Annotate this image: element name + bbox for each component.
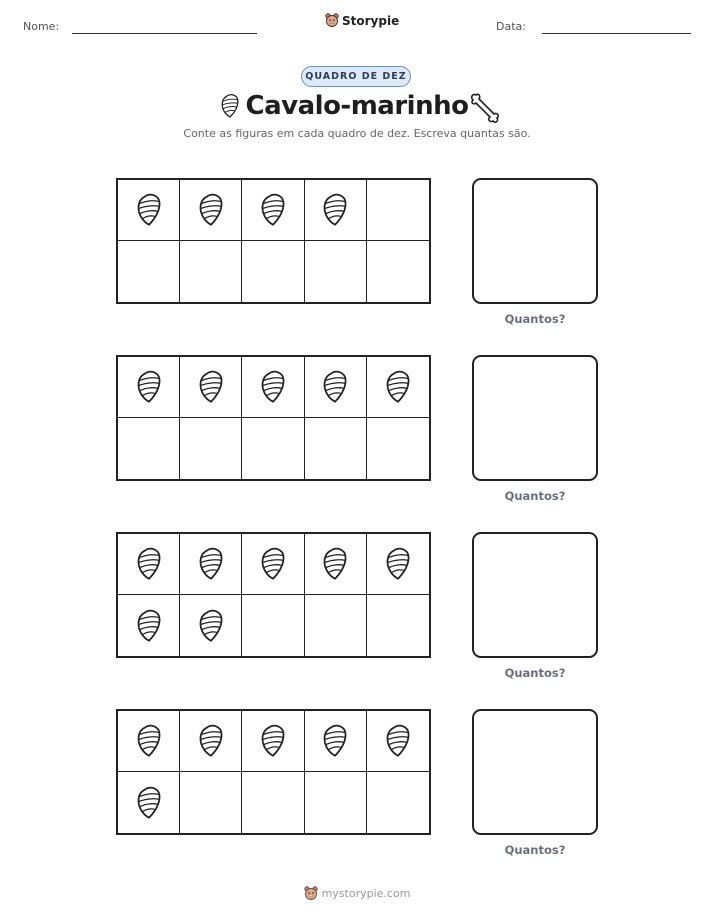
frame-cell xyxy=(180,595,242,656)
seahorse-icon xyxy=(384,723,412,759)
answer-box-2[interactable] xyxy=(472,355,598,481)
frame-cell xyxy=(118,241,180,302)
bear-icon xyxy=(325,13,339,28)
frame-cell xyxy=(118,418,180,479)
frame-cell xyxy=(242,357,304,418)
brand-logo xyxy=(325,13,399,28)
worksheet-type-badge: QUADRO DE DEZ xyxy=(301,66,411,87)
brand-name: Storypie xyxy=(342,13,400,28)
frame-cell xyxy=(118,772,180,833)
frame-cell xyxy=(367,241,429,302)
frame-cell xyxy=(367,772,429,833)
frame-cell xyxy=(180,534,242,595)
seahorse-icon xyxy=(197,192,225,228)
answer-box-3[interactable] xyxy=(472,532,598,658)
frame-cell xyxy=(118,534,180,595)
answer-label-4: Quantos? xyxy=(504,843,566,857)
frame-cell xyxy=(180,711,242,772)
frame-cell xyxy=(180,241,242,302)
instructions: Conte as figuras em cada quadro de dez. Escreva quantas são. xyxy=(183,127,531,140)
ten-frame-1 xyxy=(116,178,431,304)
ten-frame-4 xyxy=(116,709,431,835)
frame-cell xyxy=(118,711,180,772)
seahorse-icon xyxy=(259,192,287,228)
seahorse-icon xyxy=(259,723,287,759)
seahorse-icon xyxy=(135,546,163,582)
frame-cell xyxy=(242,241,304,302)
frame-cell xyxy=(242,711,304,772)
seahorse-icon xyxy=(384,546,412,582)
answer-label-1: Quantos? xyxy=(504,312,566,326)
page-title: Cavalo-marinho xyxy=(245,91,469,121)
footer-url: mystorypie.com xyxy=(321,887,411,900)
frame-cell xyxy=(367,357,429,418)
frame-cell xyxy=(305,180,367,241)
frame-cell xyxy=(242,180,304,241)
footer xyxy=(0,886,714,901)
frame-cell xyxy=(367,711,429,772)
frame-cell xyxy=(305,418,367,479)
frame-cell xyxy=(242,534,304,595)
frame-cell xyxy=(242,772,304,833)
seahorse-icon xyxy=(135,369,163,405)
frame-cell xyxy=(367,418,429,479)
frame-cell xyxy=(305,595,367,656)
seahorse-icon xyxy=(384,369,412,405)
seahorse-icon xyxy=(135,608,163,644)
frame-cell xyxy=(367,180,429,241)
frame-cell xyxy=(367,595,429,656)
seahorse-icon xyxy=(197,546,225,582)
answer-label-3: Quantos? xyxy=(504,666,566,680)
frame-cell xyxy=(305,357,367,418)
ten-frame-2 xyxy=(116,355,431,481)
seahorse-icon xyxy=(321,723,349,759)
bear-icon xyxy=(304,886,318,901)
frame-cell xyxy=(242,418,304,479)
name-line[interactable] xyxy=(72,33,257,34)
date-label: Data: xyxy=(496,20,526,33)
frame-cell xyxy=(180,418,242,479)
seahorse-icon xyxy=(259,369,287,405)
seahorse-icon xyxy=(197,723,225,759)
frame-cell xyxy=(118,595,180,656)
seahorse-icon xyxy=(321,192,349,228)
frame-cell xyxy=(242,595,304,656)
seahorse-icon xyxy=(259,546,287,582)
name-label: Nome: xyxy=(23,20,60,33)
answer-box-4[interactable] xyxy=(472,709,598,835)
frame-cell xyxy=(305,241,367,302)
answer-label-2: Quantos? xyxy=(504,489,566,503)
date-line[interactable] xyxy=(542,33,691,34)
seahorse-icon xyxy=(321,369,349,405)
seahorse-icon xyxy=(135,785,163,821)
seahorse-icon xyxy=(321,546,349,582)
bone-icon xyxy=(468,92,500,124)
frame-cell xyxy=(305,534,367,595)
frame-cell xyxy=(180,180,242,241)
frame-cell xyxy=(305,772,367,833)
seahorse-icon xyxy=(135,723,163,759)
ten-frame-3 xyxy=(116,532,431,658)
seahorse-icon xyxy=(197,608,225,644)
frame-cell xyxy=(180,772,242,833)
frame-cell xyxy=(180,357,242,418)
seahorse-icon xyxy=(197,369,225,405)
frame-cell xyxy=(118,357,180,418)
frame-cell xyxy=(367,534,429,595)
frame-cell xyxy=(118,180,180,241)
answer-box-1[interactable] xyxy=(472,178,598,304)
seahorse-icon xyxy=(135,192,163,228)
frame-cell xyxy=(305,711,367,772)
